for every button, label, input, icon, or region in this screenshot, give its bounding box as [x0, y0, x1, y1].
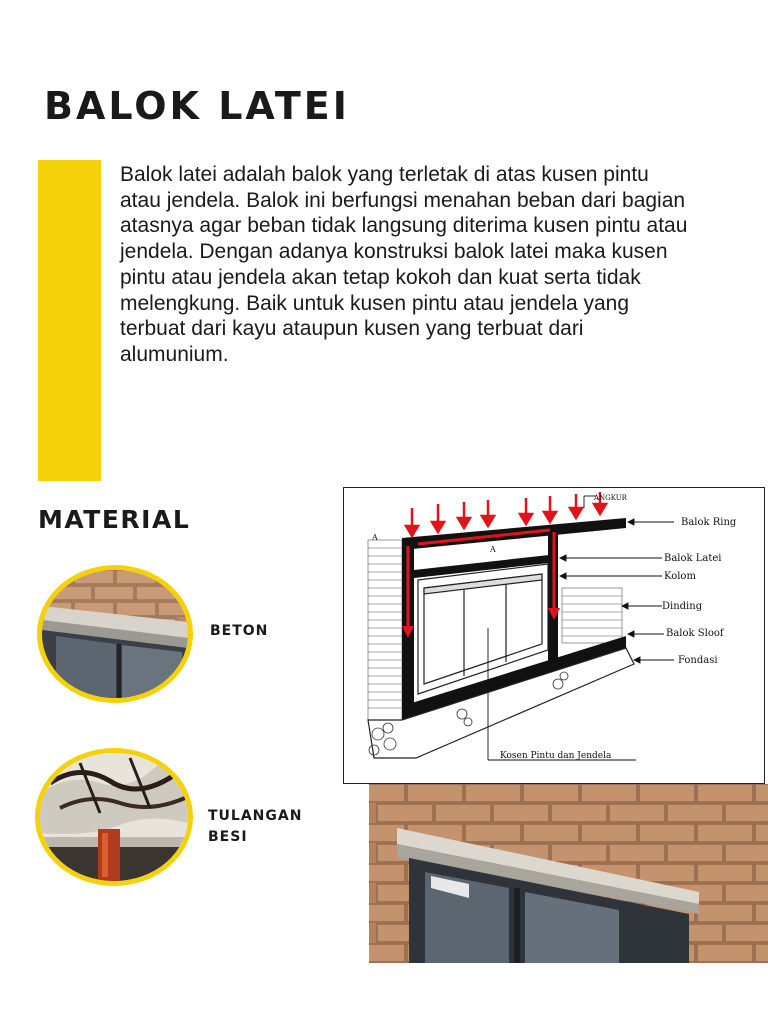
- label-section-a: A: [372, 533, 378, 542]
- tulangan-besi-label: [208, 806, 302, 848]
- label-balok-latei: Balok Latei: [664, 553, 722, 564]
- beton-image: [37, 565, 193, 703]
- label-balok-ring: Balok Ring: [681, 517, 737, 528]
- page-title: BALOK LATEI: [44, 84, 350, 128]
- label-kolom: Kolom: [664, 571, 696, 582]
- brick-wall-photo-icon: [369, 784, 768, 963]
- diagram-drawing: [344, 488, 764, 783]
- beton-photo-icon: [42, 570, 188, 698]
- material-heading: MATERIAL: [38, 505, 191, 534]
- lintel-photo: [369, 784, 768, 963]
- label-fondasi: Fondasi: [678, 655, 718, 666]
- label-angkur: ANGKUR: [594, 494, 627, 502]
- tulangan-label-line1: TULANGAN: [208, 808, 303, 824]
- accent-bar: [38, 160, 101, 481]
- tulangan-photo-icon: [40, 753, 188, 881]
- tulangan-label-line2: BESI: [208, 829, 248, 845]
- tulangan-besi-image: [35, 748, 193, 886]
- label-dinding: Dinding: [662, 601, 703, 612]
- balok-latei-diagram: [343, 487, 765, 784]
- description-paragraph: Balok latei adalah balok yang terletak di atas kusen pintu atau jendela. Balok ini berfungsi menahan beban dari bagian atasnya agar beban tidak langsung diterima kusen pintu atau jendela. Dengan adanya konstruksi balok latei maka kusen pintu atau jendela akan tetap kokoh dan kuat serta tidak melengkung. Baik untuk kusen pintu atau jendela yang terbuat dari kayu ataupun kusen yang terbuat dari alumunium.: [120, 163, 688, 366]
- label-section-a2: A: [490, 545, 496, 554]
- beton-label: BETON: [210, 623, 269, 639]
- label-balok-sloof: Balok Sloof: [666, 628, 724, 639]
- label-kosen: Kosen Pintu dan Jendela: [500, 751, 612, 761]
